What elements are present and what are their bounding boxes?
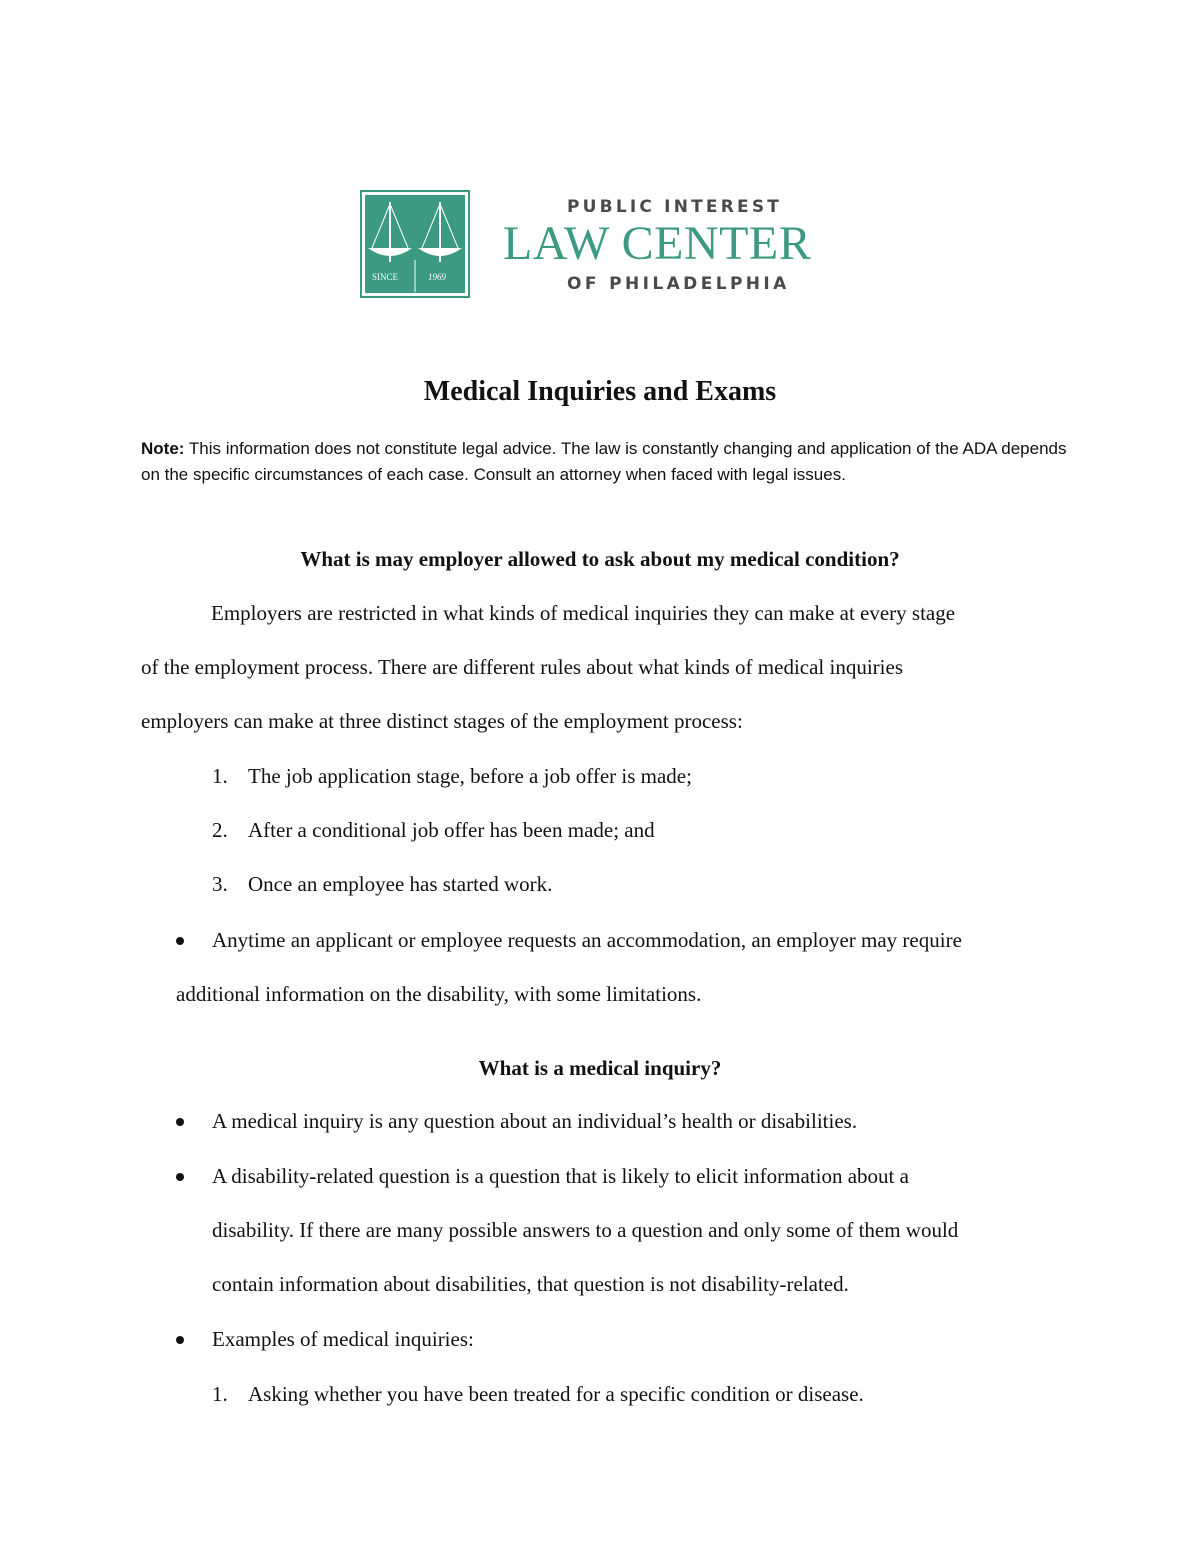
paragraph-line: employers can make at three distinct stages of the employment process: [141, 709, 743, 733]
paragraph-line: Employers are restricted in what kinds of medical inquiries they can make at every stage [211, 601, 956, 625]
bullet-icon [176, 937, 184, 945]
list-number: 3. [212, 872, 228, 896]
bullet-item: Examples of medical inquiries: [212, 1327, 474, 1351]
list-number: 1. [212, 764, 228, 788]
bullet-icon [176, 1336, 184, 1344]
bullet-item-line: disability. If there are many possible answers to a question and only some of them would [212, 1218, 959, 1242]
logo-line-law-center: LAW CENTER [503, 217, 812, 270]
section-heading-employer-questions: What is may employer allowed to ask about my medical condition? [300, 547, 900, 571]
logo-line-public-interest: PUBLIC INTEREST [567, 197, 783, 217]
logo-line-philadelphia: OF PHILADELPHIA [567, 274, 790, 294]
bullet-item: A medical inquiry is any question about an individual’s health or disabilities. [212, 1109, 858, 1133]
list-item: Once an employee has started work. [248, 872, 553, 896]
bullet-item-line: additional information on the disability, with some limitations. [176, 982, 702, 1006]
bullet-icon [176, 1118, 184, 1126]
disclaimer-note [141, 436, 1071, 488]
logo-since-year: 1969 [428, 272, 446, 282]
bullet-item-line: Anytime an applicant or employee requests an accommodation, an employer may require [212, 928, 962, 952]
note-label: Note: [141, 439, 185, 458]
list-number: 2. [212, 818, 228, 842]
list-item: The job application stage, before a job offer is made; [248, 764, 692, 788]
note-text: This information does not constitute legal advice. The law is constantly changing and application of the ADA depends on the specific circumstances of each case. Consult an attorney when faced with legal issues. [141, 439, 1067, 484]
section-heading-medical-inquiry: What is a medical inquiry? [478, 1056, 722, 1080]
logo-since-label: SINCE [372, 272, 399, 282]
bullet-item-line: A disability-related question is a question that is likely to elicit information about a [212, 1164, 909, 1188]
list-number: 1. [212, 1382, 228, 1406]
bullet-icon [176, 1173, 184, 1181]
paragraph-line: of the employment process. There are different rules about what kinds of medical inquiries [141, 655, 903, 679]
bullet-item-line: contain information about disabilities, that question is not disability-related. [212, 1272, 849, 1296]
organization-logo [360, 190, 840, 300]
list-item: Asking whether you have been treated for a specific condition or disease. [248, 1382, 864, 1406]
page-title: Medical Inquiries and Exams [423, 376, 777, 407]
list-item: After a conditional job offer has been made; and [248, 818, 655, 842]
